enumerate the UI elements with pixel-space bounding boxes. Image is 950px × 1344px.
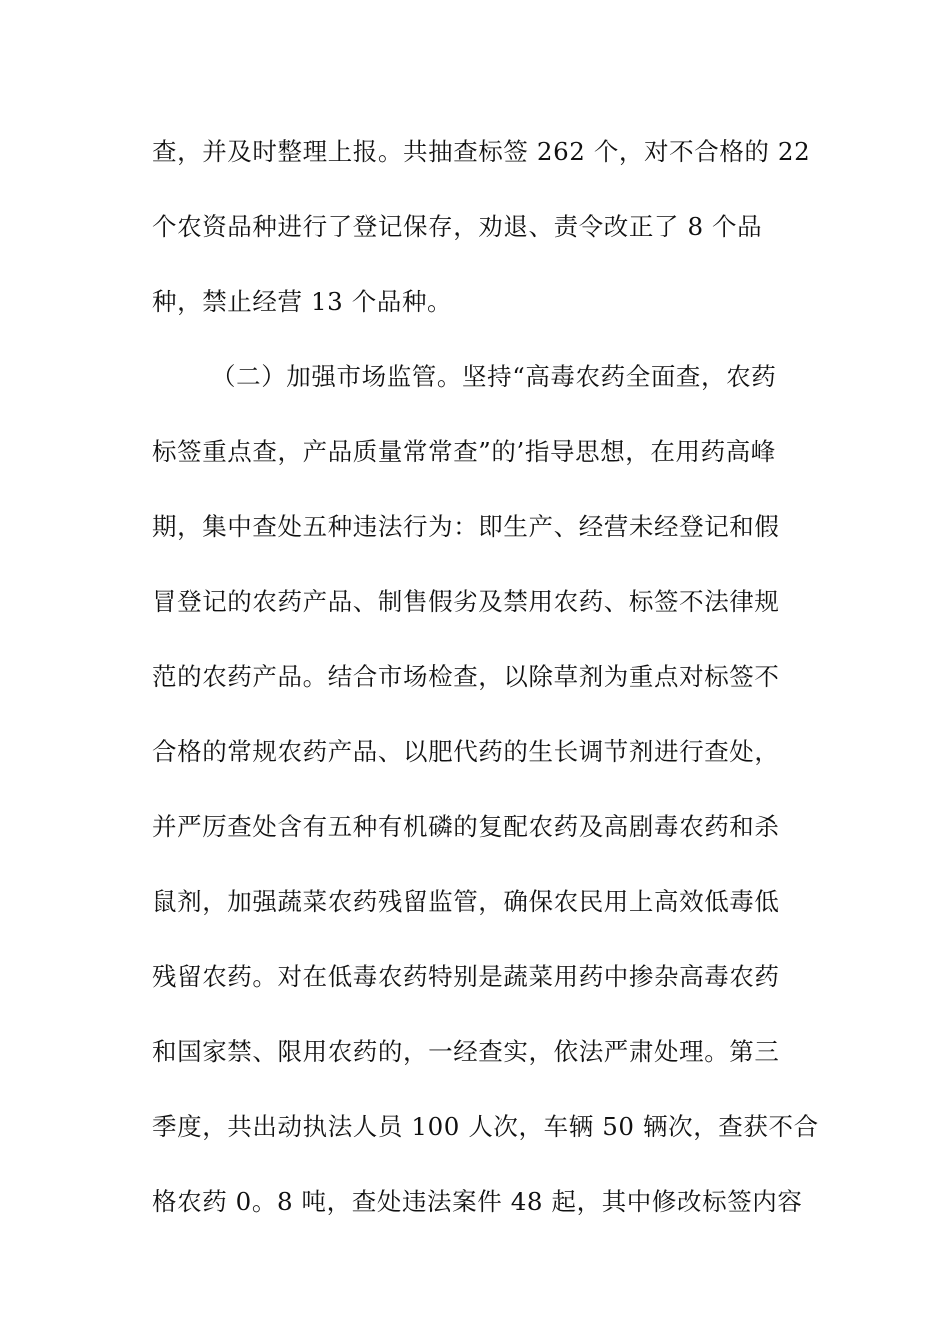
text-line: 格农药 0。8 吨，查处违法案件 48 起，其中修改标签内容 bbox=[152, 1187, 803, 1216]
text-line: 鼠剂，加强蔬菜农药残留监管，确保农民用上高效低毒低 bbox=[152, 887, 780, 916]
text-line: 冒登记的农药产品、制售假劣及禁用农药、标签不法律规 bbox=[152, 587, 780, 616]
text-line: 合格的常规农药产品、以肥代药的生长调节剂进行查处， bbox=[152, 737, 780, 766]
text-line: 范的农药产品。结合市场检查，以除草剂为重点对标签不 bbox=[152, 662, 780, 691]
text-line: 季度，共出动执法人员 100 人次，车辆 50 辆次，查获不合 bbox=[152, 1112, 819, 1141]
text-line: 期，集中查处五种违法行为：即生产、经营未经登记和假 bbox=[152, 512, 780, 541]
text-line: 标签重点查，产品质量常常查”的’指导思想，在用药高峰 bbox=[152, 437, 776, 466]
text-line: 残留农药。对在低毒农药特别是蔬菜用药中掺杂高毒农药 bbox=[152, 962, 780, 991]
body-text bbox=[152, 127, 819, 1252]
text-line: 并严厉查处含有五种有机磷的复配农药及高剧毒农药和杀 bbox=[152, 812, 780, 841]
section-heading-line: （二）加强市场监管。坚持“高毒农药全面查，农药 bbox=[211, 362, 777, 391]
text-line: 查，并及时整理上报。共抽查标签 262 个，对不合格的 22 bbox=[152, 137, 811, 166]
text-line: 个农资品种进行了登记保存，劝退、责令改正了 8 个品 bbox=[152, 212, 763, 241]
text-line: 和国家禁、限用农药的，一经查实，依法严肃处理。第三 bbox=[152, 1037, 780, 1066]
text-line: 种，禁止经营 13 个品种。 bbox=[152, 287, 453, 316]
